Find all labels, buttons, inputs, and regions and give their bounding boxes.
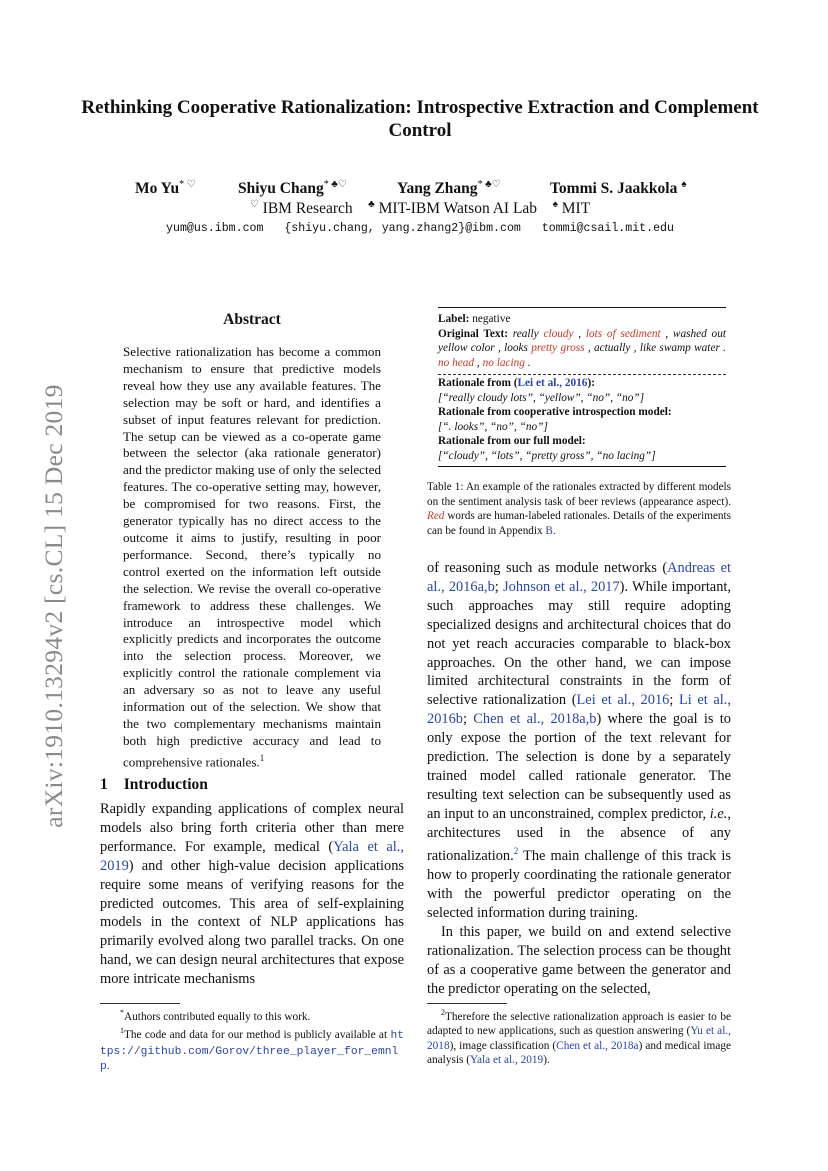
abstract-heading: Abstract	[223, 311, 281, 328]
table-label-row: Label: negative	[438, 313, 511, 325]
citation-link[interactable]: Lei et al., 2016	[576, 692, 670, 709]
citation-link[interactable]: Chen et al., 2018a	[556, 1039, 639, 1052]
affiliations: ♡ IBM Research ♣ MIT-IBM Watson AI Lab ♠ MIT	[249, 199, 591, 218]
author-3: Yang Zhang* ♣♡	[397, 179, 501, 198]
table-top-rule	[438, 307, 726, 308]
rationale-highlight: no head	[438, 356, 475, 369]
table-rationale-2-key: Rationale from cooperative introspection model:	[438, 406, 672, 418]
intro-column-2	[427, 559, 731, 999]
citation-link[interactable]: Yala et al., 2019	[100, 838, 404, 874]
abstract-body: Selective rationalization has become a common mechanism to ensure that predictive models reveal how they use any available features. The selection may be soft or hard, and identifies a subset of input features relevant for prediction. The setup can be viewed as a co-operate game between the selector (aka rationale generator) and the predictor making use of only the selected features. The co-operative setting may, however, be compromised for two reasons. First, the generator typically has no direct access to the outcome it aims to justify, resulting in poor performance. Second, there’s typically no control exerted on the information left outside the selection. We revise the overall co-operative framework to address these challenges. We introduce an introspective model which explicitly predicts and incorporates the outcome into the selection process. Moreover, we explicitly control the rationale complement via an adversary so as not to leave any useful information out of the selection. We show that the two complementary mechanisms maintain both high predictive accuracy and lead to comprehensive rationales.$^1$	[123, 344, 381, 770]
rationale-highlight: cloudy	[543, 327, 574, 340]
review-text: , actually , like swamp water .	[584, 342, 726, 354]
table-rationale-1-value: [“really cloudy lots”, “yellow”, “no”, “no”]	[438, 391, 645, 404]
citation-link[interactable]: Chen et al., 2018a,b	[473, 711, 597, 728]
review-text: ,	[474, 356, 483, 369]
table-rationale-3-key: Rationale from our full model:	[438, 435, 586, 447]
intro-paragraph-1: Rapidly expanding applications of complex neural models also bring forth criteria other than mere performance. For example, medical (Yala et al., 2019) and other high-value decision applications require some means of verifying reasons for the predicted outcomes. This area of self-explaining models in the context of NLP applications has primarily evolved along two parallel tracks. On one hand, we can design neural architectures that expose more intricate mechanisms	[100, 801, 404, 988]
table-original-text: Original Text: really cloudy , lots of sediment , washed out yellow color , looks pretty gross , actually , like swamp water . no head , no lacing .	[438, 327, 726, 369]
review-text: really	[512, 327, 544, 340]
author-2: Shiyu Chang* ♣♡	[238, 179, 347, 198]
table-rationale-3-value: [“cloudy”, “lots”, “pretty gross”, “no lacing”]	[438, 449, 656, 462]
footnote-rule-left	[100, 1003, 180, 1004]
table-rationale-2-value: [“. looks”, “no”, “no”]	[438, 420, 548, 433]
rationale-highlight: no lacing	[482, 356, 525, 369]
rationale-highlight: pretty gross	[531, 342, 585, 354]
citation-link[interactable]: Johnson et al., 2017	[503, 578, 620, 595]
citation-link[interactable]: Lei et al., 2016	[517, 377, 588, 389]
review-text: , washed out yellow color , looks	[438, 327, 726, 354]
footnote-marker-2[interactable]: 2	[513, 846, 519, 857]
footnote-marker-1[interactable]: 1	[259, 752, 265, 763]
citation-link[interactable]: Li et al., 2016b	[427, 692, 732, 728]
author-emails: yum@us.ibm.com {shiyu.chang, yang.zhang2}@ibm.com tommi@csail.mit.edu	[166, 222, 674, 235]
review-text: ,	[573, 327, 586, 340]
footnote-rule-right	[427, 1003, 507, 1004]
table-bottom-rule	[438, 466, 726, 467]
citation-link[interactable]: Yala et al., 2019	[469, 1054, 544, 1067]
table-caption: Table 1: An example of the rationales extracted by different models on the sentiment analysis task of beer reviews (appearance aspect). Red words are human-labeled rationales. Details of the experiments can be found in Appendix B.	[427, 481, 732, 537]
paper-title: Rethinking Cooperative Rationalization: Introspective Extraction and Complement Control	[81, 97, 759, 141]
table-rationale-1-key: Rationale from (Lei et al., 2016):	[438, 377, 595, 389]
citation-link[interactable]: Andreas et al., 2016a,b	[427, 560, 731, 595]
review-text: .	[524, 356, 531, 369]
intro-paragraph-2: of reasoning such as module networks (Andreas et al., 2016a,b; Johnson et al., 2017). While important, such approaches may still require adopting specialized designs and architectural choices that do not yet reach accuracies comparable to black-box approaches. On the other hand, we can impose limited architectural constraints in the form of selective rationalization (Lei et al., 2016; Li et al., 2016b; Chen et al., 2018a,b) where the goal is to only expose the portion of the text relevant for prediction. The selection is done by a separately trained model called rationale generator. The resulting text selection can be subsequently used as an input to an unconstrained, complex predictor, i.e., architectures used in the absence of any rationalization.$^2$ The main challenge of this track is how to properly coordinating the rationale generator with the powerful predictor operating on the selected information during training.	[427, 560, 732, 922]
code-repository-link[interactable]: https://github.com/Gorov/three_player_for_emnlp	[100, 1030, 404, 1074]
example-table	[438, 307, 726, 467]
table-dashed-rule	[438, 374, 726, 375]
footnotes-left: *Authors contributed equally to this work. $^1$The code and data for our method is publicly available at https://github.com/Gorov/three_player_for_emnlp.	[100, 1008, 404, 1074]
intro-paragraph-3: In this paper, we build on and extend selective rationalization. The selection process can be thought of as a cooperative game between the generator and the predictor operating on the selected,	[427, 924, 731, 997]
author-1: Mo Yu* ♡	[135, 179, 196, 198]
appendix-link[interactable]: B	[545, 524, 553, 537]
citation-link[interactable]: Yu et al., 2018	[427, 1025, 731, 1052]
section-heading-introduction: 1 Introduction	[100, 776, 208, 793]
footnote-right: $^2$Therefore the selective rationalization approach is easier to be adapted to new applications, such as question answering (Yu et al., 2018), image classification (Chen et al., 2018a) and medical image analysis (Yala et al., 2019).	[427, 1008, 732, 1067]
author-4: Tommi S. Jaakkola ♠	[550, 179, 687, 198]
rationale-highlight: lots of sediment	[585, 327, 661, 340]
arxiv-identifier: arXiv:1910.13294v2 [cs.CL] 15 Dec 2019	[39, 384, 68, 828]
